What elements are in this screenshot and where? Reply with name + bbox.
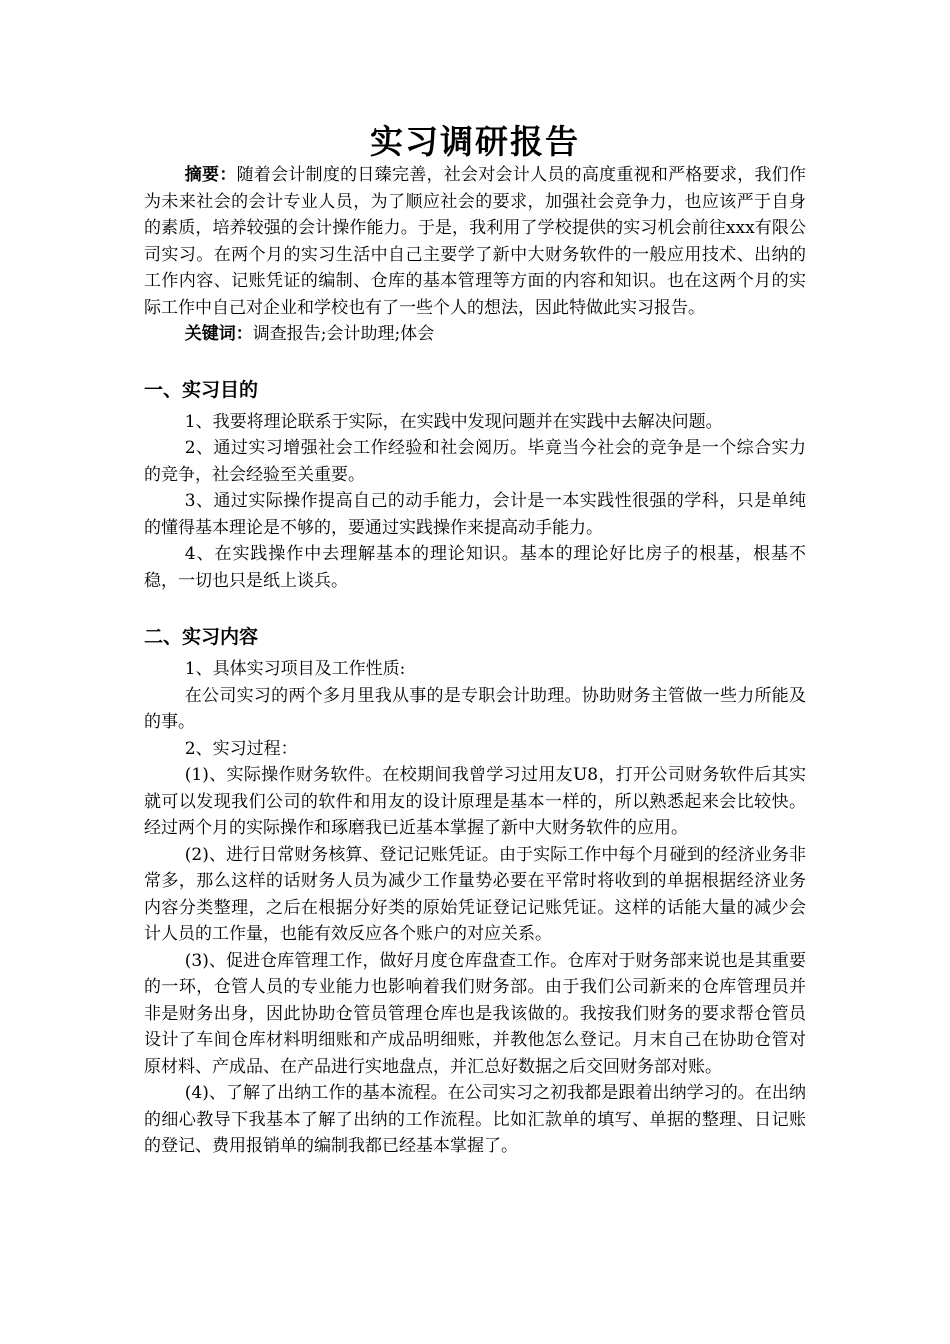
paragraph: (4)、了解了出纳工作的基本流程。在公司实习之初我都是跟着出纳学习的。在出纳的细心教导下我基本了解了出纳的工作流程。比如汇款单的填写、单据的整理、日记账的登记、费用报销单的编制我都已经基本掌握了。	[144, 1083, 806, 1156]
abstract-paragraph	[144, 162, 806, 321]
paragraph: (2)、进行日常财务核算、登记记账凭证。由于实际工作中每个月碰到的经济业务非常多，那么这样的话财务人员为减少工作量势必要在平常时将收到的单据根据经济业务内容分类整理，之后在根据分好类的原始凭证登记记账凭证。这样的话能大量的减少会计人员的工作量，也能有效反应各个账户的对应关系。	[144, 844, 806, 944]
paragraph: 3、通过实际操作提高自己的动手能力，会计是一本实践性很强的学科，只是单纯的懂得基本理论是不够的，要通过实践操作来提高动手能力。	[144, 491, 806, 538]
paragraph: 在公司实习的两个多月里我从事的是专职会计助理。协助财务主管做一些力所能及的事。	[144, 685, 806, 732]
abstract-text: 随着会计制度的日臻完善，社会对会计人员的高度重视和严格要求，我们作为未来社会的会计专业人员，为了顺应社会的要求，加强社会竞争力，也应该严于自身的素质，培养较强的会计操作能力。于是，我利用了学校提供的实习机会前往xxx有限公司实习。在两个月的实习生活中自己主要学了新中大财务软件的一般应用技术、出纳的工作内容、记账凭证的编制、仓库的基本管理等方面的内容和知识。也在这两个月的实际工作中自己对企业和学校也有了一些个人的想法，因此特做此实习报告。	[144, 165, 807, 318]
keywords-text: 调查报告;会计助理;体会	[252, 324, 435, 344]
paragraph: 2、通过实习增强社会工作经验和社会阅历。毕竟当今社会的竞争是一个综合实力的竞争，社会经验至关重要。	[144, 438, 806, 485]
paragraph: 2、实习过程：	[184, 738, 298, 759]
page-title: 实习调研报告	[370, 122, 580, 161]
paragraph: 4、在实践操作中去理解基本的理论知识。基本的理论好比房子的根基，根基不稳，一切也只是纸上谈兵。	[144, 544, 806, 591]
section-heading-content: 二、实习内容	[144, 626, 259, 648]
paragraph: (1)、实际操作财务软件。在校期间我曾学习过用友U8，打开公司财务软件后其实就可以发现我们公司的软件和用友的设计原理是基本一样的，所以熟悉起来会比较快。经过两个月的实际操作和琢磨我已近基本掌握了新中大财务软件的应用。	[144, 765, 806, 838]
keywords-paragraph	[144, 321, 806, 348]
section-heading-purpose: 一、实习目的	[144, 378, 259, 401]
paragraph: 1、我要将理论联系于实际，在实践中发现问题并在实践中去解决问题。	[184, 411, 723, 432]
abstract-label: 摘要：	[184, 165, 237, 185]
keywords-label: 关键词：	[184, 324, 253, 344]
paragraph: (3)、促进仓库管理工作，做好月度仓库盘查工作。仓库对于财务部来说也是其重要的一环，仓管人员的专业能力也影响着我们财务部。由于我们公司新来的仓库管理员并非是财务出身，因此协助仓管员管理仓库也是我该做的。我按我们财务的要求帮仓管员设计了车间仓库材料明细账和产成品明细账，并教他怎么登记。月末自己在协助仓管对原材料、产成品、在产品进行实地盘点，并汇总好数据之后交回财务部对账。	[144, 950, 806, 1077]
paragraph: 1、具体实习项目及工作性质:	[184, 659, 406, 679]
document-body	[144, 162, 806, 1160]
